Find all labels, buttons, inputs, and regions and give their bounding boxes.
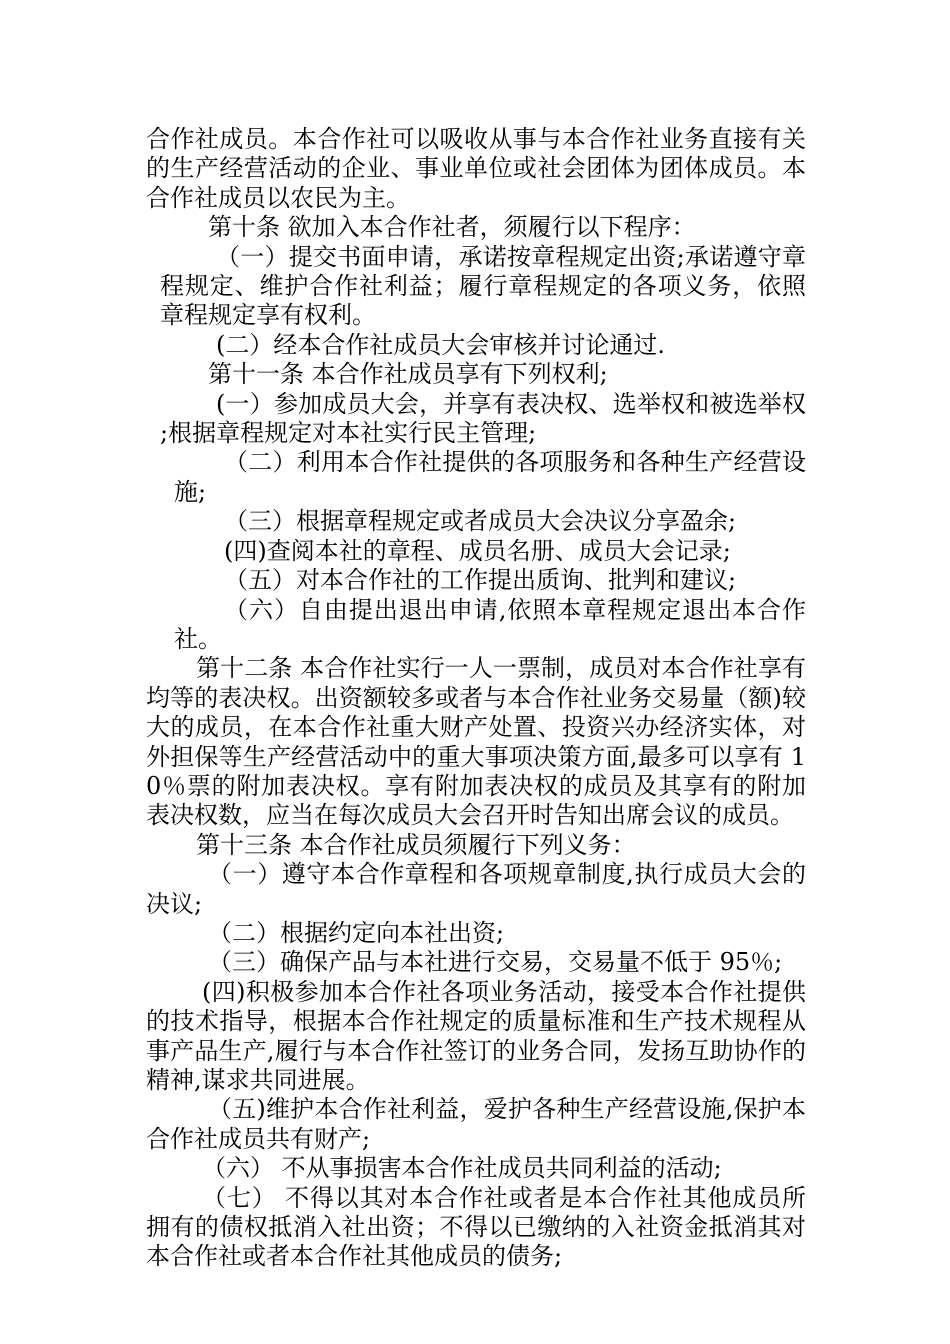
article-13-item-1: （一）遵守本合作章程和各项规章制度,执行成员大会的决议;	[146, 860, 806, 918]
article-10-heading: 第十条 欲加入本合作社者，须履行以下程序：	[208, 213, 696, 242]
article-13-item-4: (四)积极参加本合作社各项业务活动，接受本合作社提供的技术指导，根据本合作社规定的质量标准和生产技术规程从事产品生产,履行与本合作社签订的业务合同，发扬互助协作的精神,谋求共同进展。	[146, 977, 806, 1094]
article-11-item-1: (一）参加成员大会，并享有表决权、选举权和被选举权;根据章程规定对本社实行民主管理;	[160, 389, 806, 448]
article-10-item-1: （一）提交书面申请，承诺按章程规定出资;承诺遵守章程规定、维护合作社利益；履行章程规定的各项义务，依照章程规定享有权利。	[160, 242, 806, 330]
article-11-item-4: (四)查阅本社的章程、成员名册、成员大会记录;	[224, 536, 731, 565]
article-13-item-5: （五)维护本合作社利益，爱护各种生产经营设施,保护本合作社成员共有财产;	[146, 1095, 806, 1153]
article-13-item-2: （二）根据约定向本社出资;	[208, 918, 505, 947]
article-13-item-6: （六） 不从事损害本合作社成员共同利益的活动;	[202, 1154, 722, 1183]
article-13-item-3: （三）确保产品与本社进行交易，交易量不低于 95％;	[208, 948, 783, 977]
article-12: 第十二条 本合作社实行一人一票制，成员对本合作社享有均等的表决权。出资额较多或者与本合作社业务交易量（额)较大的成员，在本合作社重大财产处置、投资兴办经济实体，对外担保等生产经营活动中的重大事项决策方面,最多可以享有 10％票的附加表决权。享有附加表决权的成员及其享有的附加表决权数，应当在每次成员大会召开时告知出席会议的成员。	[146, 654, 806, 830]
paragraph-1: 合作社成员。本合作社可以吸收从事与本合作社业务直接有关的生产经营活动的企业、事业单位或社会团体为团体成员。本合作社成员以农民为主。	[146, 125, 806, 212]
article-11-item-3: （三）根据章程规定或者成员大会决议分享盈余;	[224, 507, 737, 536]
article-13-heading: 第十三条 本合作社成员须履行下列义务：	[196, 830, 636, 859]
article-11-item-6: （六）自由提出退出申请,依照本章程规定退出本合作社。	[174, 595, 806, 653]
document-body	[146, 125, 806, 1272]
article-11-item-5: （五）对本合作社的工作提出质询、批判和建议;	[224, 566, 737, 595]
article-10-item-2: (二）经本合作社成员大会审核并讨论通过.	[216, 330, 665, 359]
article-13-item-7: （七） 不得以其对本合作社或者是本合作社其他成员所拥有的债权抵消入社出资；不得以已缴纳的入社资金抵消其对本合作社或者本合作社其他成员的债务;	[146, 1183, 806, 1271]
article-11-item-2: （二）利用本合作社提供的各项服务和各种生产经营设施;	[174, 448, 806, 506]
article-11-heading: 第十一条 本合作社成员享有下列权利;	[208, 360, 608, 389]
